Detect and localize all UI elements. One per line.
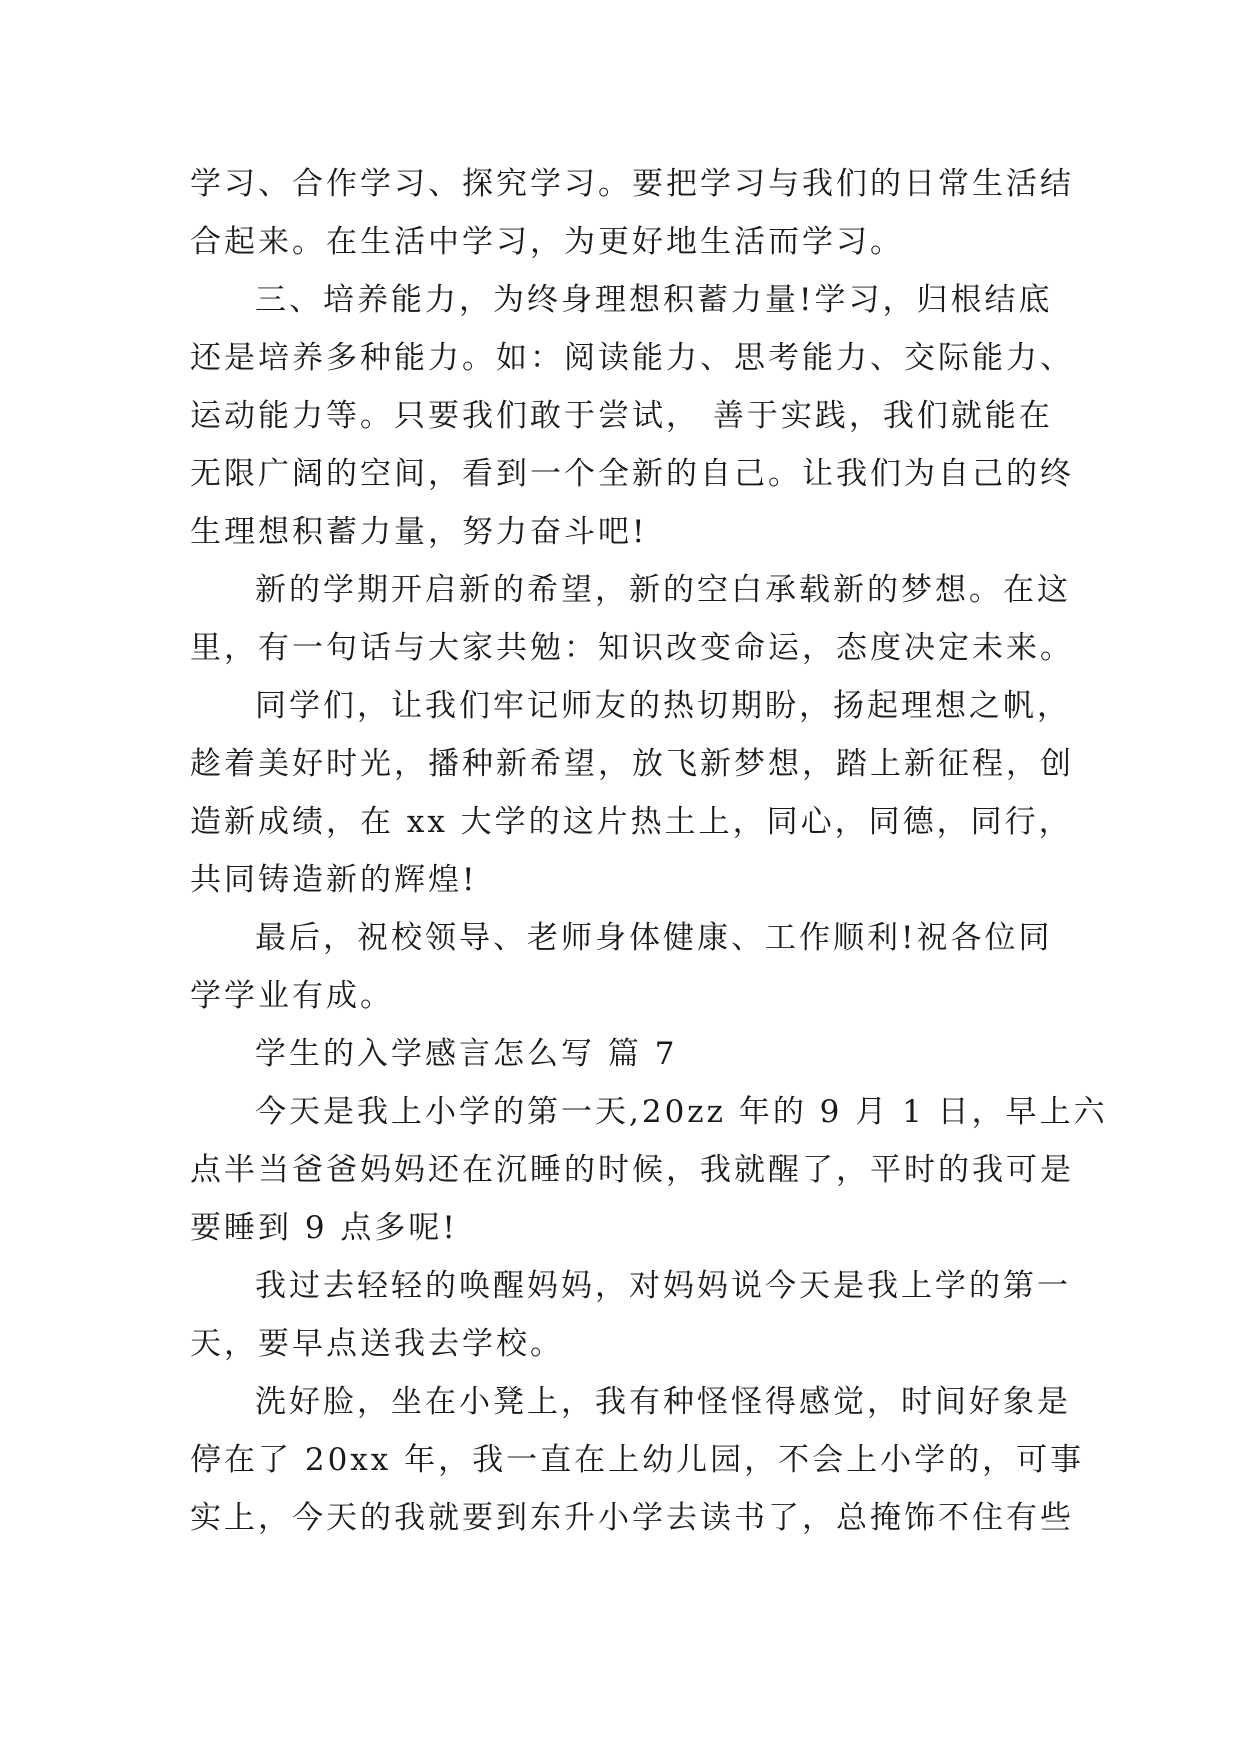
text-line: 新的学期开启新的希望，新的空白承载新的梦想。在这 — [255, 572, 1071, 608]
text-line: 共同铸造新的辉煌! — [190, 862, 478, 898]
text-line: 里，有一句话与大家共勉：知识改变命运，态度决定未来。 — [190, 630, 1074, 666]
text-line: 点半当爸爸妈妈还在沉睡的时候，我就醒了，平时的我可是 — [190, 1152, 1074, 1188]
text-line: 同学们，让我们牢记师友的热切期盼，扬起理想之帆， — [255, 688, 1071, 724]
text-line: 生理想积蓄力量，努力奋斗吧! — [190, 514, 648, 550]
text-line: 天，要早点送我去学校。 — [190, 1326, 564, 1362]
text-line: 还是培养多种能力。如：阅读能力、思考能力、交际能力、 — [190, 340, 1074, 376]
text-line: 停在了 20xx 年，我一直在上幼儿园，不会上小学的，可事 — [190, 1442, 1085, 1478]
text-line: 运动能力等。只要我们敢于尝试， 善于实践，我们就能在 — [190, 398, 1053, 434]
text-line: 无限广阔的空间，看到一个全新的自己。让我们为自己的终 — [190, 456, 1074, 492]
text-line: 最后，祝校领导、老师身体健康、工作顺利!祝各位同 — [255, 920, 1053, 956]
text-line: 我过去轻轻的唤醒妈妈，对妈妈说今天是我上学的第一 — [255, 1268, 1071, 1304]
text-line: 学学业有成。 — [190, 978, 394, 1014]
text-line: 今天是我上小学的第一天,20zz 年的 9 月 1 日，早上六 — [255, 1094, 1108, 1130]
text-line: 要睡到 9 点多呢! — [190, 1210, 458, 1246]
text-line: 学习、合作学习、探究学习。要把学习与我们的日常生活结 — [190, 166, 1074, 202]
text-line: 三、培养能力，为终身理想积蓄力量!学习，归根结底 — [255, 282, 1053, 318]
section-heading: 学生的入学感言怎么写 篇 7 — [255, 1036, 678, 1072]
text-line: 洗好脸，坐在小凳上，我有种怪怪得感觉，时间好象是 — [255, 1384, 1071, 1420]
text-line: 合起来。在生活中学习，为更好地生活而学习。 — [190, 224, 904, 260]
text-line: 趁着美好时光，播种新希望，放飞新梦想，踏上新征程，创 — [190, 746, 1074, 782]
text-line: 实上，今天的我就要到东升小学去读书了，总掩饰不住有些 — [190, 1500, 1074, 1536]
text-line: 造新成绩，在 xx 大学的这片热土上，同心，同德，同行， — [190, 804, 1073, 840]
